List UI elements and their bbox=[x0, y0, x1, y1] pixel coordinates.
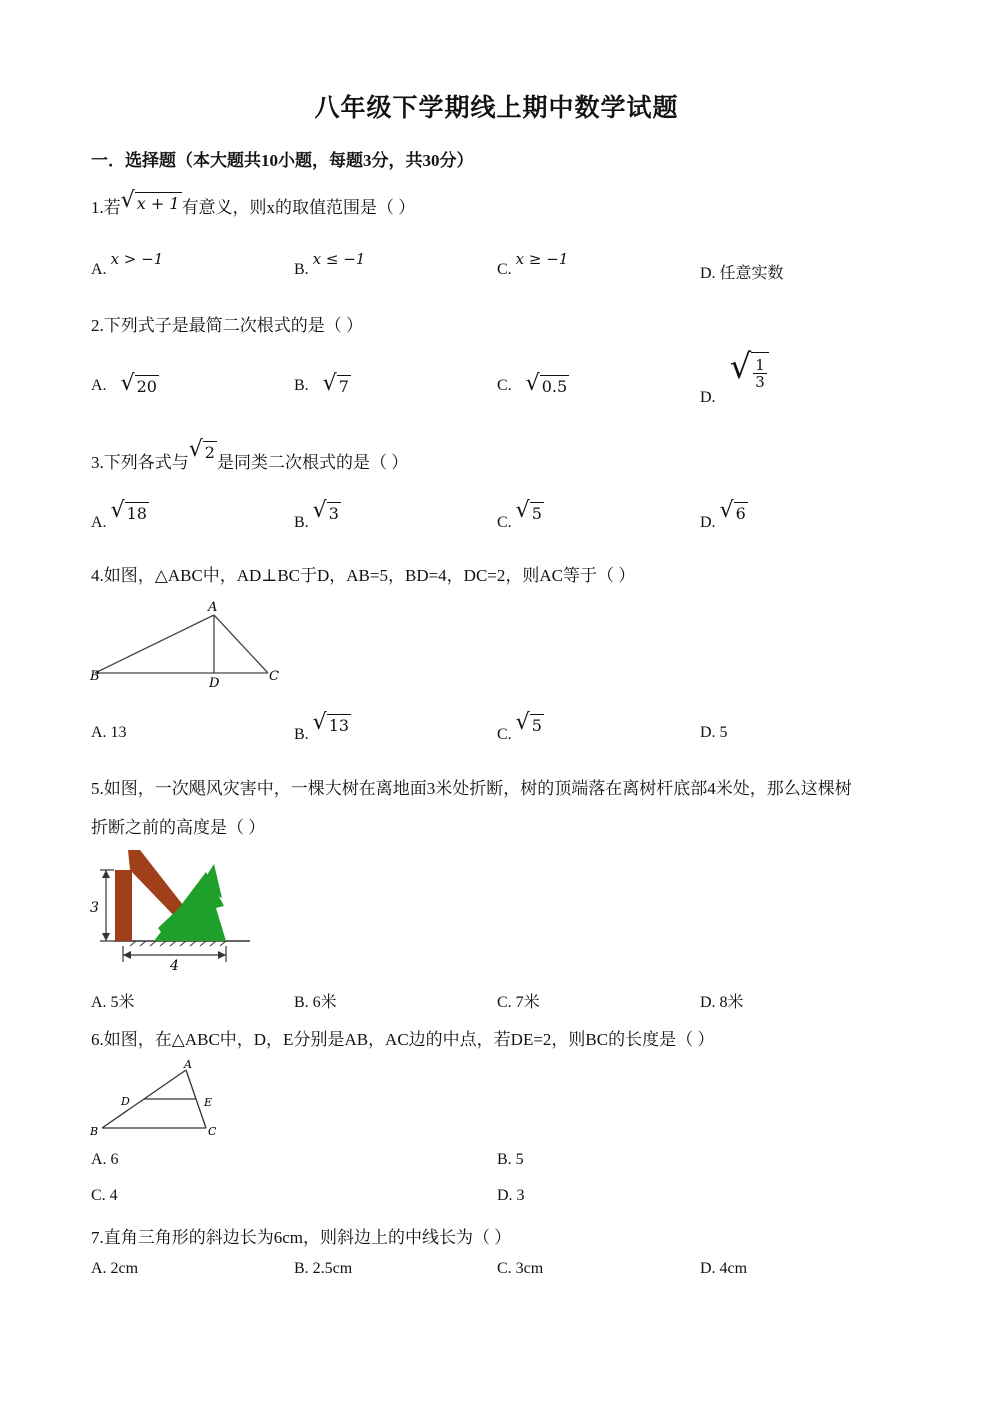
q2-option-a[interactable] bbox=[91, 373, 159, 397]
sqrt: √ 0.5 bbox=[525, 371, 568, 396]
option-letter: B. bbox=[294, 514, 309, 531]
q7-option-a[interactable]: A. 2cm bbox=[91, 1260, 139, 1277]
denominator: 3 bbox=[755, 373, 765, 391]
radicand: 5 bbox=[531, 716, 542, 735]
q3-option-b[interactable] bbox=[294, 498, 341, 531]
arrow-up-icon bbox=[102, 870, 110, 878]
segment-ab bbox=[95, 615, 214, 673]
arrow-right-icon bbox=[218, 951, 226, 959]
q4-triangle-figure bbox=[88, 598, 283, 690]
sqrt: √ 5 bbox=[515, 710, 542, 735]
segment-ac bbox=[214, 615, 268, 673]
q2-option-d[interactable] bbox=[700, 347, 769, 406]
q6-option-a[interactable]: A. 6 bbox=[91, 1151, 119, 1168]
q1-option-b[interactable] bbox=[294, 250, 366, 278]
q2-option-b[interactable] bbox=[294, 373, 351, 397]
q1-option-c[interactable] bbox=[497, 250, 569, 278]
q3-option-d[interactable] bbox=[700, 498, 748, 531]
q7-option-b[interactable]: B. 2.5cm bbox=[294, 1260, 353, 1277]
q5-option-b[interactable]: B. 6米 bbox=[294, 994, 337, 1011]
question-5-line-2: 折断之前的高度是（ ） bbox=[91, 818, 266, 837]
label-e: E bbox=[204, 1096, 213, 1109]
q6-option-c[interactable]: C. 4 bbox=[91, 1187, 118, 1204]
radicand: 6 bbox=[735, 504, 746, 523]
q1-radicand: x + 1 bbox=[136, 194, 180, 213]
label-d: D bbox=[209, 676, 220, 690]
q1-prefix: 1.若 bbox=[91, 198, 121, 217]
q3-option-c[interactable] bbox=[497, 498, 544, 531]
label-b: B bbox=[90, 1125, 99, 1138]
option-letter: D. bbox=[700, 514, 716, 531]
fraction-wrap bbox=[751, 352, 769, 390]
label-d: D bbox=[121, 1095, 130, 1108]
radicand: 0.5 bbox=[541, 377, 568, 396]
q5-tree-figure bbox=[88, 846, 250, 972]
section-heading: 一．选择题（本大题共10小题，每题3分，共30分） bbox=[91, 151, 474, 170]
label-b: B bbox=[90, 669, 100, 684]
q4-option-c[interactable] bbox=[497, 710, 544, 743]
q1-a-math: x > −1 bbox=[110, 250, 164, 268]
q3-option-a[interactable] bbox=[91, 498, 149, 531]
option-letter: B. bbox=[294, 377, 309, 394]
q5-option-a[interactable]: A. 5米 bbox=[91, 994, 135, 1011]
sqrt: √ 18 bbox=[110, 498, 147, 523]
radicand: 3 bbox=[328, 504, 339, 523]
height-label: 3 bbox=[90, 900, 99, 916]
numerator: 1 bbox=[755, 356, 765, 374]
sqrt: √ 6 bbox=[719, 498, 746, 523]
question-7: 7.直角三角形的斜边长为6cm，则斜边上的中线长为（ ） bbox=[91, 1228, 512, 1247]
sqrt: √ 5 bbox=[515, 498, 542, 523]
q2-option-c[interactable] bbox=[497, 373, 569, 397]
label-a: A bbox=[208, 600, 218, 615]
q1-option-a[interactable] bbox=[91, 250, 164, 278]
option-letter: D. bbox=[700, 389, 716, 406]
radicand: 18 bbox=[126, 504, 147, 523]
sqrt: √ 20 bbox=[120, 371, 157, 396]
question-4: 4.如图，△ABC中，AD⊥BC于D，AB=5，BD=4，DC=2，则AC等于（ ） bbox=[91, 566, 636, 585]
option-letter: B. bbox=[294, 261, 309, 278]
q1-b-math: x ≤ −1 bbox=[312, 250, 366, 268]
q6-midline-figure bbox=[88, 1058, 228, 1138]
arrow-down-icon bbox=[102, 933, 110, 941]
q4-option-b[interactable] bbox=[294, 710, 351, 743]
q1-sqrt: √ x + 1 bbox=[120, 188, 180, 213]
q1-c-math: x ≥ −1 bbox=[515, 250, 569, 268]
label-a: A bbox=[184, 1058, 192, 1071]
option-letter: C. bbox=[497, 261, 512, 278]
q7-option-c[interactable]: C. 3cm bbox=[497, 1260, 544, 1277]
q6-option-d[interactable]: D. 3 bbox=[497, 1187, 525, 1204]
sqrt: √ 3 bbox=[312, 498, 339, 523]
arrow-left-icon bbox=[123, 951, 131, 959]
q3-prefix: 3.下列各式与 bbox=[91, 453, 189, 472]
radicand: 2 bbox=[204, 443, 215, 462]
q1-suffix: 有意义，则x的取值范围是（ ） bbox=[181, 198, 416, 217]
q4-option-d[interactable]: D. 5 bbox=[700, 724, 728, 741]
option-letter: C. bbox=[497, 514, 512, 531]
sqrt: √ 7 bbox=[322, 371, 349, 396]
q7-option-d[interactable]: D. 4cm bbox=[700, 1260, 748, 1277]
q1-option-d[interactable]: D. 任意实数 bbox=[700, 265, 784, 282]
radicand: 20 bbox=[136, 377, 157, 396]
label-c: C bbox=[208, 1125, 217, 1138]
width-label: 4 bbox=[170, 958, 179, 972]
q5-option-d[interactable]: D. 8米 bbox=[700, 994, 744, 1011]
q3-suffix: 是同类二次根式的是（ ） bbox=[216, 453, 409, 472]
question-2: 2.下列式子是最简二次根式的是（ ） bbox=[91, 316, 363, 335]
radicand: 13 bbox=[328, 716, 350, 735]
tree-trunk bbox=[115, 870, 132, 941]
label-c: C bbox=[269, 669, 279, 684]
option-letter: A. bbox=[91, 514, 107, 531]
question-3 bbox=[91, 436, 409, 472]
question-1 bbox=[91, 190, 415, 218]
page-title: 八年级下学期线上期中数学试题 bbox=[314, 95, 679, 122]
option-letter: A. bbox=[91, 261, 107, 278]
option-letter: C. bbox=[497, 377, 512, 394]
option-letter: B. bbox=[294, 726, 309, 743]
radicand: 5 bbox=[531, 504, 542, 523]
q6-option-b[interactable]: B. 5 bbox=[497, 1151, 524, 1168]
q4-option-a[interactable]: A. 13 bbox=[91, 724, 127, 741]
q3-sqrt: √ 2 bbox=[188, 437, 215, 462]
fraction bbox=[753, 357, 767, 390]
radicand: 7 bbox=[338, 377, 349, 396]
option-letter: C. bbox=[497, 726, 512, 743]
option-letter: A. bbox=[91, 377, 107, 394]
question-5-line-1: 5.如图，一次飓风灾害中，一棵大树在离地面3米处折断，树的顶端落在离树杆底部4米处，那么这棵树 bbox=[91, 779, 852, 798]
q5-option-c[interactable]: C. 7米 bbox=[497, 994, 540, 1011]
sqrt: √ 13 bbox=[312, 710, 350, 735]
sqrt-fraction: √ $\frac{1}{3}$ bbox=[730, 350, 769, 390]
question-6: 6.如图，在△ABC中，D，E分别是AB，AC边的中点，若DE=2，则BC的长度是（ ） bbox=[91, 1030, 715, 1049]
